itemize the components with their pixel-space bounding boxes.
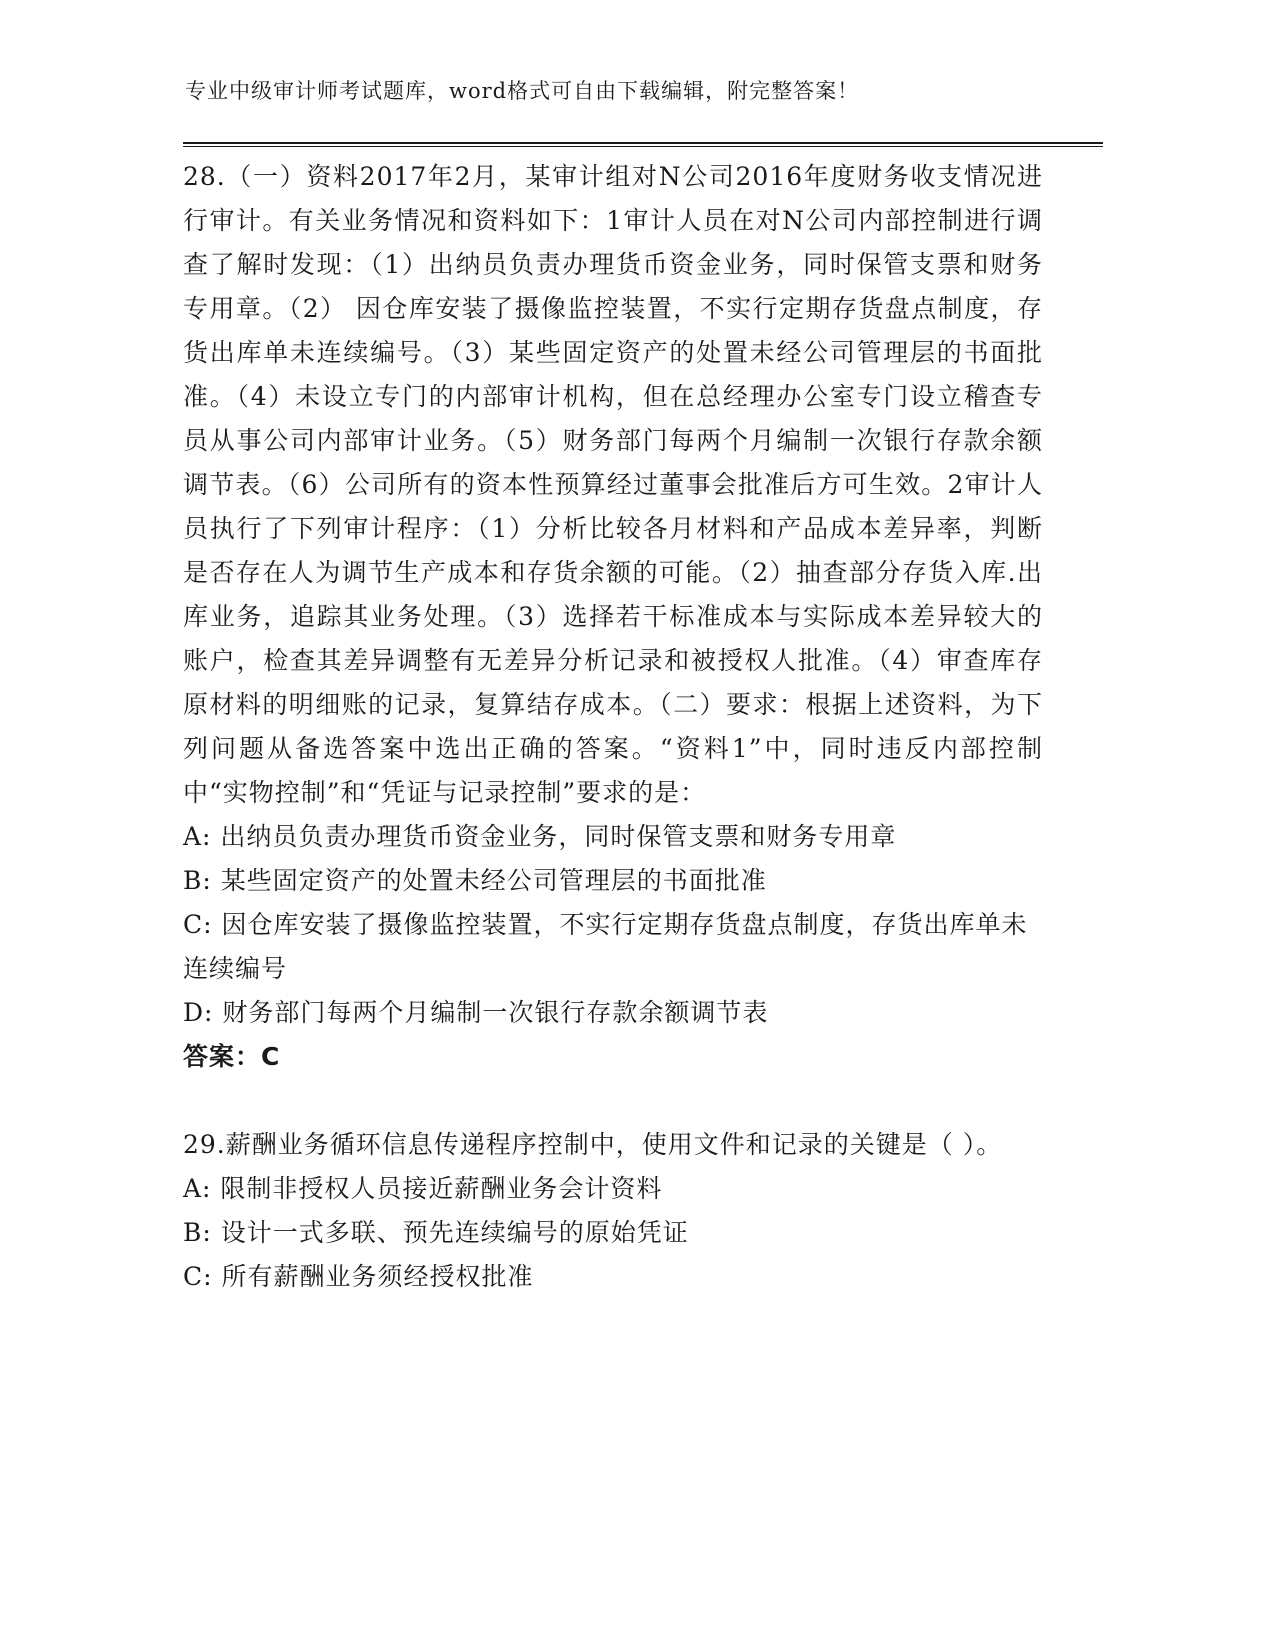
option-b: B: 某些固定资产的处置未经公司管理层的书面批准 [183, 866, 767, 895]
question-stem: 28.（一）资料2017年2月，某审计组对N公司2016年度财务收支情况进行审计。有关业务情况和资料如下：1审计人员在对N公司内部控制进行调查了解时发现：（1）出纳员负责办理货币资金业务，同时保管支票和财务专用章。（2） 因仓库安装了摄像监控装置，不实行定期存货盘点制度，存货出库单未连续编号。（3）某些固定资产的处置未经公司管理层的书面批准。（4）未设立专门的内部审计机构，但在总经理办公室专门设立稽查专员从事公司内部审计业务。（5）财务部门每两个月编制一次银行存款余额调节表。（6）公司所有的资本性预算经过董事会批准后方可生效。2审计人员执行了下列审计程序：（1）分析比较各月材料和产品成本差异率，判断是否存在人为调节生产成本和存货余额的可能。（2）抽查部分存货入库.出库业务，追踪其业务处理。（3）选择若干标准成本与实际成本差异较大的账户，检查其差异调整有无差异分析记录和被授权人批准。（4）审查库存原材料的明细账的记录，复算结存成本。（二）要求：根据上述资料，为下列问题从备选答案中选出正确的答案。“资料1”中，同时违反内部控制中“实物控制”和“凭证与记录控制”要求的是： [183, 162, 1043, 807]
question-28 [183, 155, 1043, 1079]
header-divider [183, 142, 1103, 147]
document-content [183, 155, 1043, 1299]
answer-line: 答案：C [183, 1042, 281, 1071]
option-b: B: 设计一式多联、预先连续编号的原始凭证 [183, 1218, 689, 1247]
option-a: A: 限制非授权人员接近薪酬业务会计资料 [183, 1174, 663, 1203]
question-stem: 29.薪酬业务循环信息传递程序控制中，使用文件和记录的关键是（ ）。 [183, 1130, 1003, 1159]
option-d: D: 财务部门每两个月编制一次银行存款余额调节表 [183, 998, 769, 1027]
option-c: C: 所有薪酬业务须经授权批准 [183, 1262, 534, 1291]
page-header-note: 专业中级审计师考试题库，word格式可自由下载编辑，附完整答案！ [185, 79, 860, 103]
option-c: C: 因仓库安装了摄像监控装置，不实行定期存货盘点制度，存货出库单未连续编号 [183, 910, 1028, 983]
option-a: A: 出纳员负责办理货币资金业务，同时保管支票和财务专用章 [183, 822, 897, 851]
question-gap [183, 1079, 1043, 1123]
question-29 [183, 1123, 1043, 1299]
